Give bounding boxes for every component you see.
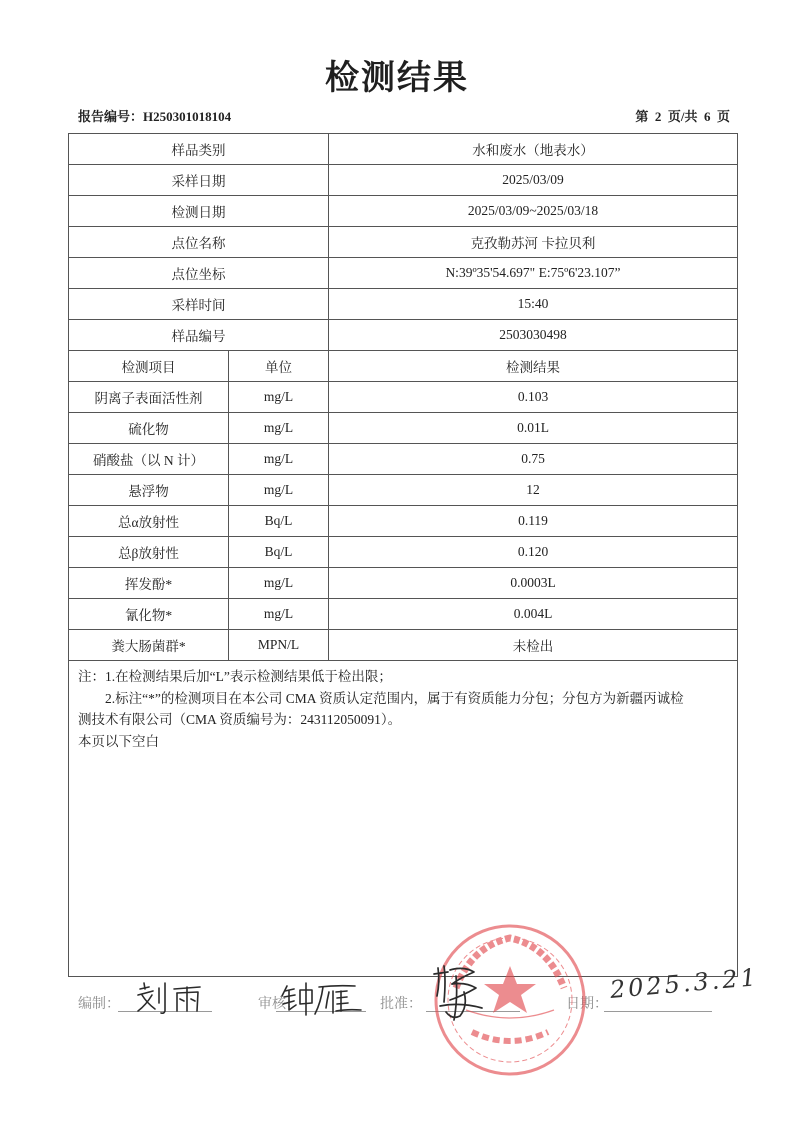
- results-table: [68, 133, 738, 977]
- result-value: 0.120: [329, 537, 738, 568]
- notes-cell: [69, 661, 738, 977]
- info-row-site-coordinates: [69, 258, 738, 289]
- header-result: 检测结果: [329, 351, 738, 382]
- info-row-test-date: [69, 196, 738, 227]
- result-unit: Bq/L: [229, 537, 329, 568]
- compiler-signature: [134, 980, 208, 1016]
- table-row: [69, 630, 738, 661]
- blank-page-note: 本页以下空白: [78, 733, 159, 749]
- info-value: N:39º35'54.697" E:75º6'23.107”: [329, 258, 738, 289]
- info-label: 样品类别: [69, 134, 329, 165]
- result-value: 0.119: [329, 506, 738, 537]
- info-value: 15:40: [329, 289, 738, 320]
- result-value: 0.01L: [329, 413, 738, 444]
- page-title: 检测结果: [325, 60, 469, 97]
- result-item: 粪大肠菌群*: [69, 630, 229, 661]
- date-line: [604, 1011, 712, 1012]
- result-unit: mg/L: [229, 475, 329, 506]
- approver-label: 批准：: [380, 997, 422, 1012]
- result-unit: mg/L: [229, 413, 329, 444]
- result-unit: mg/L: [229, 382, 329, 413]
- notes-row: [69, 661, 738, 977]
- header-item: 检测项目: [69, 351, 229, 382]
- info-row-sampling-date: [69, 165, 738, 196]
- result-value: 未检出: [329, 630, 738, 661]
- result-value: 0.004L: [329, 599, 738, 630]
- result-item: 硝酸盐（以 N 计）: [69, 444, 229, 475]
- report-number: [78, 106, 231, 125]
- table-row: [69, 599, 738, 630]
- info-value: 2025/03/09~2025/03/18: [329, 196, 738, 227]
- info-value: 2503030498: [329, 320, 738, 351]
- table-row: [69, 537, 738, 568]
- result-value: 0.103: [329, 382, 738, 413]
- result-unit: mg/L: [229, 444, 329, 475]
- signature-date: 2025.3.21: [608, 963, 760, 1004]
- info-value: 克孜勒苏河 卡拉贝利: [329, 227, 738, 258]
- info-label: 检测日期: [69, 196, 329, 227]
- header-unit: 单位: [229, 351, 329, 382]
- info-label: 采样时间: [69, 289, 329, 320]
- info-label: 采样日期: [69, 165, 329, 196]
- date-label: 日期：: [566, 997, 608, 1012]
- info-row-sample-type: [69, 134, 738, 165]
- results-header-row: [69, 351, 738, 382]
- reviewer-label: 审核：: [258, 997, 300, 1012]
- table-row: [69, 506, 738, 537]
- note-line-2: 2.标注“*”的检测项目在本公司 CMA 资质认定范围内，属于有资质能力分包；分包方为新疆丙诚检: [105, 690, 684, 706]
- reviewer-signature: [281, 980, 365, 1018]
- table-row: [69, 475, 738, 506]
- info-row-sampling-time: [69, 289, 738, 320]
- result-item: 总β放射性: [69, 537, 229, 568]
- result-value: 12: [329, 475, 738, 506]
- table-row: [69, 413, 738, 444]
- info-label: 点位名称: [69, 227, 329, 258]
- result-item: 挥发酚*: [69, 568, 229, 599]
- info-row-site-name: [69, 227, 738, 258]
- result-unit: MPN/L: [229, 630, 329, 661]
- compiler-label: 编制：: [78, 997, 120, 1012]
- note-line-3: 测技术有限公司（CMA 资质编号为：243112050091）。: [78, 712, 402, 727]
- result-value: 0.75: [329, 444, 738, 475]
- report-number-value: H250301018104: [143, 109, 232, 124]
- result-unit: mg/L: [229, 568, 329, 599]
- result-item: 总α放射性: [69, 506, 229, 537]
- info-value: 2025/03/09: [329, 165, 738, 196]
- result-unit: mg/L: [229, 599, 329, 630]
- page-info: 第 2 页/共 6 页: [635, 109, 730, 124]
- result-value: 0.0003L: [329, 568, 738, 599]
- result-item: 氰化物*: [69, 599, 229, 630]
- approver-signature: [430, 962, 490, 1024]
- result-item: 悬浮物: [69, 475, 229, 506]
- result-item: 阴离子表面活性剂: [69, 382, 229, 413]
- table-row: [69, 568, 738, 599]
- info-value: 水和废水（地表水）: [329, 134, 738, 165]
- report-number-label: 报告编号：: [78, 109, 144, 124]
- info-label: 样品编号: [69, 320, 329, 351]
- result-unit: Bq/L: [229, 506, 329, 537]
- result-item: 硫化物: [69, 413, 229, 444]
- note-line-1: 注：1.在检测结果后加“L”表示检测结果低于检出限；: [78, 669, 392, 684]
- info-label: 点位坐标: [69, 258, 329, 289]
- info-row-sample-number: [69, 320, 738, 351]
- table-row: [69, 382, 738, 413]
- table-row: [69, 444, 738, 475]
